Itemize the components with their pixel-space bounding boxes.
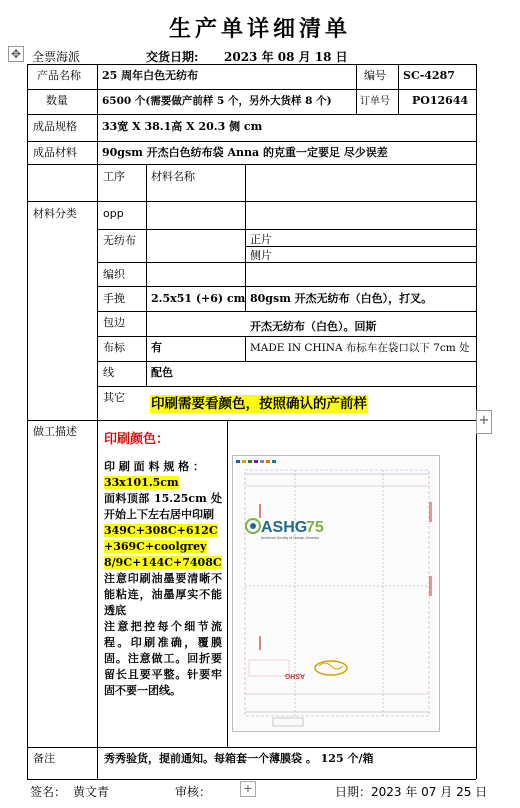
print-position: 面料顶部 15.25cm 处开始上下左右居中印刷 (104, 492, 222, 521)
edging-desc: 开杰无纺布（白色）。回斯 (250, 320, 377, 333)
product-no-value: SC-4287 (403, 69, 455, 82)
artwork-logo-text: ASHG (261, 519, 308, 536)
opp-label: opp (103, 207, 124, 220)
cloth-label-value: 有 (151, 341, 162, 354)
material-value: 90gsm 开杰白色纺布袋 Anna 的克重一定要足 尽少误差 (102, 146, 388, 159)
process-col-label: 工序 (103, 170, 125, 183)
weave-label: 编织 (103, 268, 125, 281)
print-color-title: 印刷颜色： (104, 432, 170, 447)
sign-label: 签名： (30, 785, 67, 799)
artwork-plan-drawing (233, 456, 439, 731)
handle-label: 手挽 (103, 292, 125, 305)
cloth-label-desc: MADE IN CHINA 布标车在袋口以下 7cm 处 (250, 342, 470, 354)
other-label: 其它 (103, 391, 125, 404)
print-spec-value: 33x101.5cm (104, 476, 179, 489)
spec-label: 成品规格 (33, 120, 77, 133)
thread-label: 线 (103, 366, 114, 379)
order-no-label: 订单号 (360, 96, 390, 107)
work-desc-label: 做工描述 (33, 425, 77, 438)
artwork-logo-subtitle: American Society of Human Genetics (261, 536, 320, 540)
notes-process: 注意把控每个细节流程。印刷准确，覆膜固。注意做工。回折要留长且要平整。针要牢固不要一团线。 (104, 620, 222, 697)
handle-desc: 80gsm 开杰无纺布（白色），打叉。 (250, 292, 433, 305)
artwork-logo-number: 75 (306, 519, 324, 536)
remark-label: 备注 (33, 752, 55, 765)
add-column-icon[interactable]: + (476, 410, 492, 434)
front-piece-label: 正片 (250, 233, 272, 246)
cloth-label-label: 布标 (103, 341, 125, 354)
footer-date-value: 2023 年 07 月 25 日 (371, 785, 488, 799)
sign-value: 黄文青 (73, 785, 110, 799)
page-title: 生产单详细清单 (168, 17, 351, 42)
product-name-value: 25 周年白色无纺布 (102, 69, 199, 82)
material-label: 成品材料 (33, 146, 77, 159)
edging-label: 包边 (103, 316, 125, 329)
pantone-colors: 349C+308C+612C+369C+coolgrey 8/9C+144C+7408C (104, 524, 222, 569)
material-name-col-label: 材料名称 (151, 170, 195, 183)
quantity-label: 数量 (46, 94, 68, 107)
nonwoven-label: 无纺布 (103, 234, 136, 247)
table-move-handle-icon[interactable]: ✥ (8, 46, 24, 62)
spec-value: 33宽 X 38.1高 X 20.3 侧 cm (102, 120, 263, 133)
product-no-label: 编号 (364, 69, 386, 82)
review-label: 审核： (175, 785, 212, 799)
material-category-label: 材料分类 (33, 207, 77, 220)
quantity-value: 6500 个(需要做产前样 5 个，另外大货样 8 个) (102, 95, 332, 107)
delivery-date-label: 交货日期: (146, 50, 199, 64)
artwork-plan-image (232, 455, 440, 732)
client-name: 全票海派 (32, 50, 81, 64)
footer-date-label: 日期： (335, 785, 372, 799)
product-name-label: 产品名称 (37, 69, 81, 82)
thread-value: 配色 (151, 366, 173, 379)
print-spec-label: 印 刷 面 料 规 格 ： (104, 460, 204, 473)
handle-size: 2.5x51 (+6) cm (151, 292, 246, 305)
other-desc: 印刷需要看颜色，按照确认的产前样 (151, 396, 367, 412)
side-piece-label: 侧片 (250, 249, 272, 262)
remark-value: 秀秀验货，提前通知。每箱套一个薄膜袋 。 125 个/箱 (104, 752, 374, 765)
order-no-value: PO12644 (412, 94, 469, 107)
add-row-icon[interactable]: + (240, 781, 256, 797)
notes-ink: 注意印刷油墨要清晰不能粘连，油墨厚实不能透底 (104, 572, 222, 617)
svg-text:ASHG: ASHG (284, 672, 305, 679)
delivery-date-value: 2023 年 08 月 18 日 (224, 50, 348, 64)
